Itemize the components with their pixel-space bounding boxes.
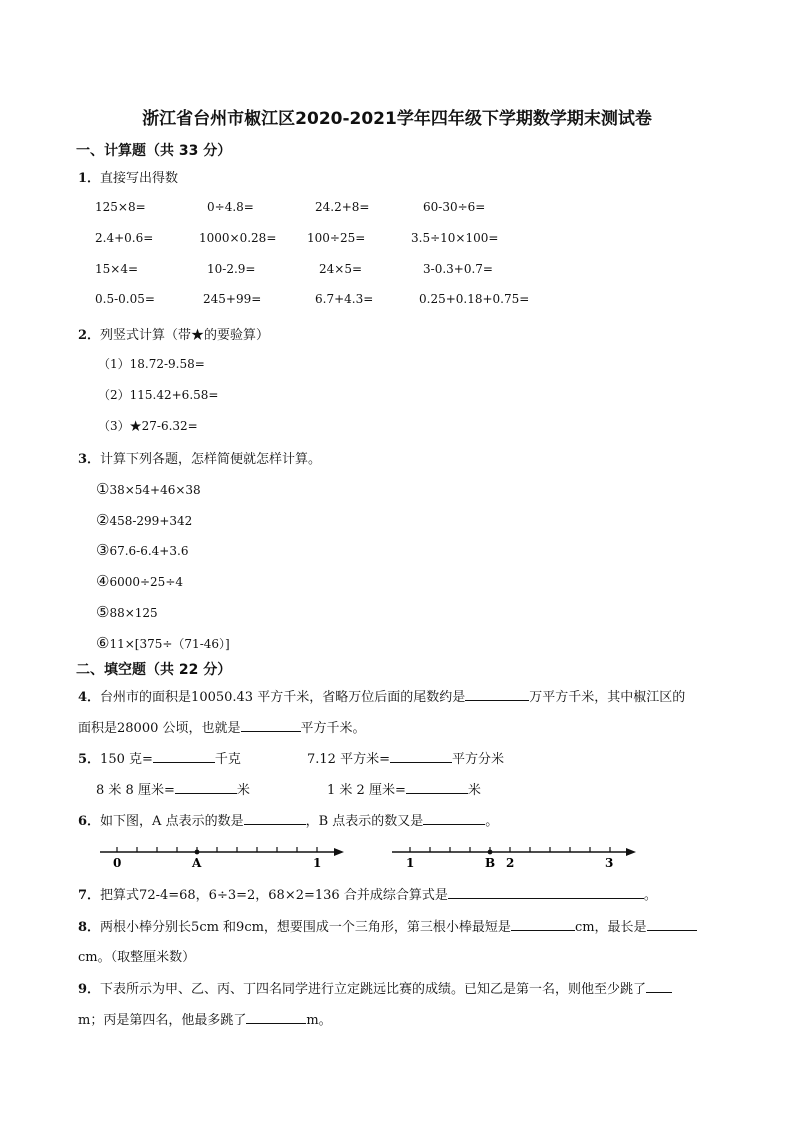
question-number: 4． [78, 690, 101, 705]
calc-item: 60-30÷6= [423, 200, 486, 214]
point-b-dot [488, 850, 493, 855]
answer-blank[interactable] [465, 688, 529, 701]
question-9 [78, 978, 672, 997]
question-text: 面积是28000 公顷，也就是 [78, 721, 241, 736]
calc-item: 2.4+0.6= [95, 231, 154, 245]
calc-item: 1000×0.28= [199, 231, 277, 245]
circled-number: ② [96, 511, 110, 529]
label-one: 1 [313, 856, 322, 870]
vertical-calc-item: （1）18.72-9.58= [98, 357, 205, 371]
arrow-head-icon [334, 848, 344, 856]
calc-item: 0.5-0.05= [95, 292, 155, 306]
question-5 [78, 748, 241, 767]
question-number: 7． [78, 888, 101, 903]
unit: 米 [467, 783, 481, 798]
question-text: 如下图，A 点表示的数是 [100, 814, 244, 829]
number-lines-figure [90, 840, 650, 872]
question-text: 8 米 8 厘米= [96, 783, 175, 798]
question-text: 万平方千米，其中椒江区的 [529, 690, 686, 705]
calc-item: 245+99= [203, 292, 262, 306]
simplify-item [96, 541, 188, 559]
question-4-cont [78, 717, 366, 736]
answer-blank[interactable] [175, 781, 237, 794]
label-point-b: B [485, 856, 496, 870]
question-9-cont [78, 1009, 332, 1028]
vertical-calc-item: （3）★27-6.32= [98, 419, 198, 433]
question-text: 平方千米。 [300, 721, 366, 736]
question-5-c [96, 779, 250, 798]
calc-item: 0÷4.8= [207, 200, 254, 214]
question-number: 1． [78, 171, 101, 186]
circled-number: ③ [96, 541, 110, 559]
question-text: 1 米 2 厘米= [327, 783, 406, 798]
question-1 [78, 167, 178, 186]
question-8-cont: cm。（取整厘米数） [78, 950, 196, 965]
calc-item: 15×4= [95, 262, 139, 276]
question-text: 列竖式计算（带★的要验算） [100, 328, 270, 343]
simplify-item [96, 511, 192, 529]
circled-number: ④ [96, 572, 110, 590]
vertical-calc-item: （2）115.42+6.58= [98, 388, 219, 402]
answer-blank[interactable] [406, 781, 468, 794]
unit: 千克 [214, 752, 241, 767]
expression: 38×54+46×38 [109, 483, 201, 497]
answer-blank[interactable] [423, 812, 485, 825]
calc-item: 3-0.3+0.7= [423, 262, 493, 276]
question-7 [78, 884, 657, 903]
label-zero: 0 [113, 856, 122, 870]
question-text: 两根小棒分别长5cm 和9cm，想要围成一个三角形，第三根小棒最短是 [100, 920, 511, 935]
calc-item: 24×5= [319, 262, 363, 276]
expression: 88×125 [109, 606, 158, 620]
expression: 6000÷25÷4 [109, 575, 184, 589]
number-line-1 [100, 847, 344, 870]
question-number: 3． [78, 452, 101, 467]
question-text: 把算式72-4=68，6÷3=2，68×2=136 合并成综合算式是 [100, 888, 448, 903]
simplify-item [96, 480, 201, 498]
calc-item: 125×8= [95, 200, 146, 214]
calc-item: 24.2+8= [315, 200, 370, 214]
calc-item: 3.5÷10×100= [411, 231, 499, 245]
expression: 458-299+342 [109, 514, 193, 528]
question-text: 。 [643, 888, 657, 903]
circled-number: ⑥ [96, 634, 110, 652]
question-text: cm，最长是 [574, 920, 647, 935]
label-three: 3 [605, 856, 614, 870]
question-5-b [307, 748, 504, 767]
question-text: ，B 点表示的数又是 [305, 814, 424, 829]
question-number: 9． [78, 982, 101, 997]
number-line-2 [392, 847, 636, 870]
label-one: 1 [406, 856, 415, 870]
calc-item: 100÷25= [307, 231, 366, 245]
question-number: 8． [78, 920, 101, 935]
simplify-item [96, 634, 230, 652]
unit: 米 [236, 783, 250, 798]
answer-blank[interactable] [244, 812, 306, 825]
section-heading-calculation: 一、计算题（共 33 分） [76, 143, 232, 159]
answer-blank[interactable] [647, 918, 697, 931]
arrow-head-icon [626, 848, 636, 856]
calc-item: 10-2.9= [207, 262, 256, 276]
expression: 67.6-6.4+3.6 [109, 544, 189, 558]
question-8 [78, 916, 697, 935]
question-text: 下表所示为甲、乙、丙、丁四名同学进行立定跳远比赛的成绩。已知乙是第一名，则他至少跳了 [100, 982, 647, 997]
question-text: m。 [306, 1013, 332, 1028]
question-text: 直接写出得数 [100, 171, 179, 186]
question-2 [78, 324, 269, 343]
simplify-item [96, 603, 158, 621]
calc-item: 6.7+4.3= [315, 292, 374, 306]
question-number: 5． [78, 752, 101, 767]
question-4 [78, 686, 685, 705]
answer-blank[interactable] [511, 918, 575, 931]
question-text: 150 克= [100, 752, 153, 767]
question-text: 7.12 平方米= [307, 752, 390, 767]
page-title: 浙江省台州市椒江区2020-2021学年四年级下学期数学期末测试卷 [142, 109, 652, 129]
label-two: 2 [506, 856, 515, 870]
answer-blank[interactable] [246, 1011, 306, 1024]
question-3 [78, 448, 321, 467]
answer-blank[interactable] [390, 750, 452, 763]
question-text: m；丙是第四名，他最多跳了 [78, 1013, 247, 1028]
circled-number: ⑤ [96, 603, 110, 621]
unit: 平方分米 [451, 752, 504, 767]
question-text: 计算下列各题，怎样简便就怎样计算。 [100, 452, 322, 467]
question-number: 6． [78, 814, 101, 829]
answer-blank[interactable] [646, 980, 672, 993]
answer-blank[interactable] [448, 886, 644, 899]
question-text: 。 [485, 814, 499, 829]
answer-blank[interactable] [241, 719, 301, 732]
circled-number: ① [96, 480, 110, 498]
calc-item: 0.25+0.18+0.75= [419, 292, 530, 306]
question-text: 台州市的面积是10050.43 平方千米，省略万位后面的尾数约是 [100, 690, 466, 705]
section-heading-fill-in: 二、填空题（共 22 分） [76, 662, 232, 678]
answer-blank[interactable] [153, 750, 215, 763]
label-point-a: A [192, 856, 202, 870]
simplify-item [96, 572, 183, 590]
expression: 11×[375÷（71-46）] [109, 637, 230, 651]
point-a-dot [195, 850, 200, 855]
question-5-d [327, 779, 481, 798]
question-6 [78, 810, 498, 829]
question-number: 2． [78, 328, 101, 343]
